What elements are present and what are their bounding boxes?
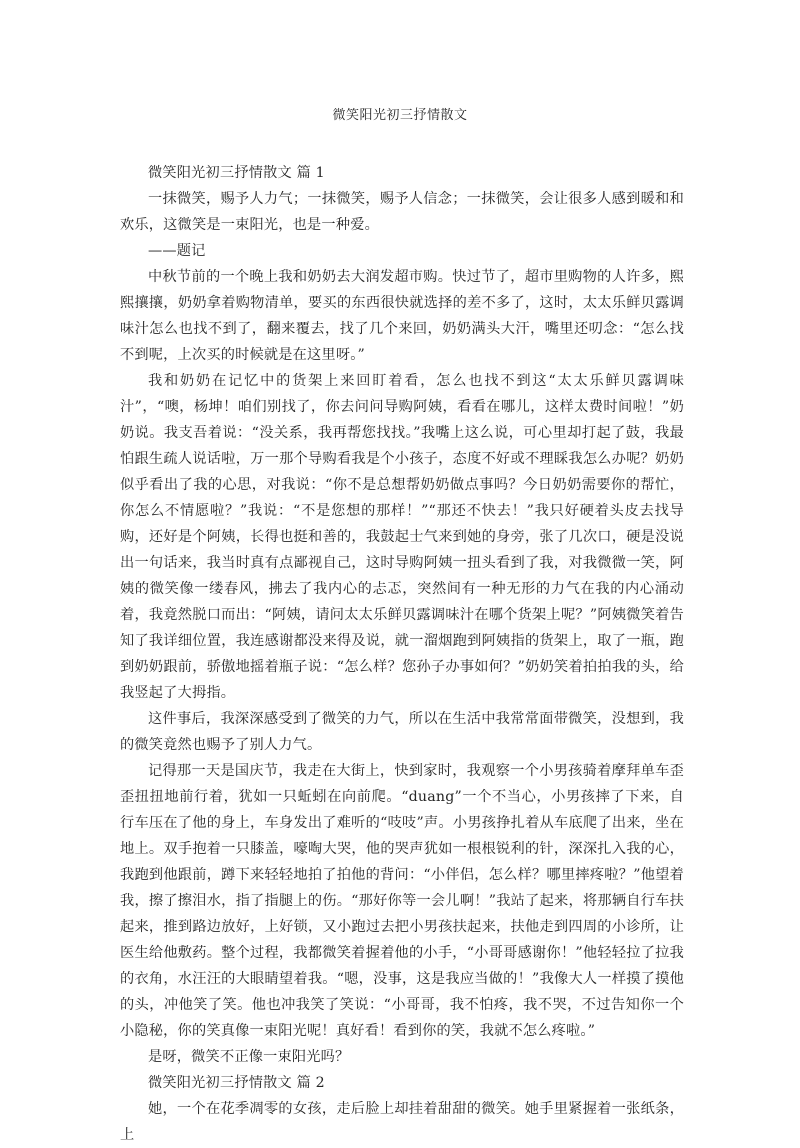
document-body: [120, 160, 684, 1148]
paragraph: 中秋节前的一个晚上我和奶奶去大润发超市购。快过节了，超市里购物的人许多，熙熙攘攘，奶奶拿着购物清单，要买的东西很快就选择的差不多了，这时，太太乐鲜贝露调味汁怎么也找不到了，翻来覆去，找了几个来回，奶奶满头大汗，嘴里还叨念：“怎么找不到呢，上次买的时候就是在这里呀。”: [120, 269, 684, 363]
section-heading: 微笑阳光初三抒情散文 篇 1: [148, 165, 325, 181]
paragraph: 一抹微笑，赐予人力气；一抹微笑，赐予人信念；一抹微笑，会让很多人感到暖和和欢乐，这微笑是一束阳光，也是一种爱。: [120, 191, 684, 233]
paragraph: 她，一个在花季凋零的女孩，走后脸上却挂着甜甜的微笑。她手里紧握着一张纸条，上: [120, 1101, 684, 1143]
document-title: 微笑阳光初三抒情散文: [332, 108, 468, 123]
epigraph-attribution: ——题记: [148, 243, 206, 259]
paragraph: 这件事后，我深深感受到了微笑的力气，所以在生活中我常常面带微笑，没想到，我的微笑竟然也赐予了别人力气。: [120, 711, 684, 753]
paragraph: 记得那一天是国庆节，我走在大街上，快到家时，我观察一个小男孩骑着摩拜单车歪歪扭扭地前行着，犹如一只蚯蚓在向前爬。“duang”一个不当心，小男孩摔了下来，自行车压在了他的身上，车身发出了难听的“吱吱”声。小男孩挣扎着从车底爬了出来，坐在地上。双手抱着一只膝盖，嚎啕大哭，他的哭声犹如一根根锐利的针，深深扎入我的心，我跑到他跟前，蹲下来轻轻地拍了拍他的背问：“小伴侣，怎么样？哪里摔疼啦？”他望着我，擦了擦泪水，指了指腿上的伤。“那好你等一会儿啊！”我站了起来，将那辆自行车扶起来，推到路边放好，上好锁，又小跑过去把小男孩扶起来，扶他走到四周的小诊所，让医生给他敷药。整个过程，我都微笑着握着他的小手，“小哥哥感谢你！”他轻轻拉了拉我的衣角，水汪汪的大眼睛望着我。“嗯，没事，这是我应当做的！”我像大人一样摸了摸他的头，冲他笑了笑。他也冲我笑了笑说：“小哥哥，我不怕疼，我不哭，不过告知你一个小隐秘，你的笑真像一束阳光呢！真好看！看到你的笑，我就不怎么疼啦。”: [120, 763, 684, 1039]
section-heading: 微笑阳光初三抒情散文 篇 2: [148, 1075, 325, 1091]
paragraph: 我和奶奶在记忆中的货架上来回盯着看，怎么也找不到这“太太乐鲜贝露调味汁”，“噢，杨坤！咱们别找了，你去问问导购阿姨，看看在哪儿，这样太费时间啦！”奶奶说。我支吾着说：“没关系，我再帮您找找。”我嘴上这么说，可心里却打起了鼓，我最怕跟生疏人说话啦，万一那个导购看我是个小孩子，态度不好或不理睬我怎么办呢？奶奶似乎看出了我的心思，对我说：“你不是总想帮奶奶做点事吗？今日奶奶需要你的帮忙，你怎么不情愿啦？”我说：“不是您想的那样！”“那还不快去！”我只好硬着头皮去找导购，还好是个阿姨，长得也挺和善的，我鼓起士气来到她的身旁，张了几次口，硬是没说出一句话来，我当时真有点鄙视自己，这时导购阿姨一扭头看到了我，对我微微一笑，阿姨的微笑像一缕春风，拂去了我内心的忐忑，突然间有一种无形的力气在我的内心涌动着，我竟然脱口而出：“阿姨，请问太太乐鲜贝露调味汁在哪个货架上呢？”阿姨微笑着告知了我详细位置，我连感谢都没来得及说，就一溜烟跑到阿姨指的货架上，取了一瓶，跑到奶奶跟前，骄傲地摇着瓶子说：“怎么样？您孙子办事如何？”奶奶笑着拍拍我的头，给我竖起了大拇指。: [120, 373, 684, 701]
paragraph: 是呀，微笑不正像一束阳光吗？: [148, 1049, 350, 1065]
